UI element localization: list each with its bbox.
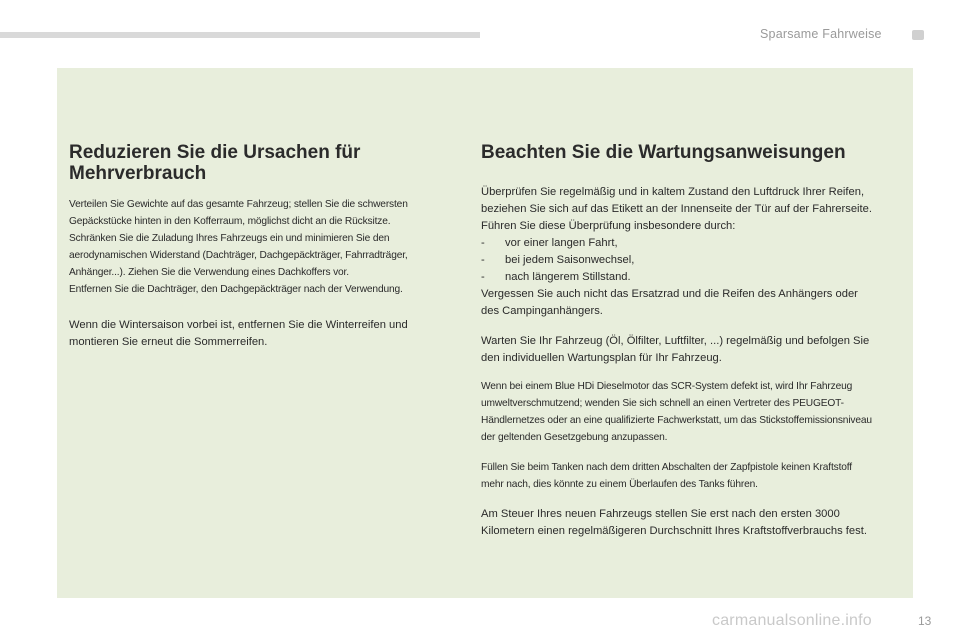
right-column bbox=[481, 142, 876, 540]
list-item-text: bei jedem Saisonwechsel, bbox=[505, 254, 635, 266]
header-rule bbox=[0, 32, 480, 38]
section-title: Sparsame Fahrweise bbox=[760, 27, 882, 41]
tyre-pressure-intro: Überprüfen Sie regelmäßig und in kaltem Zustand den Luftdruck Ihrer Reifen, beziehen Sie sich auf das Etikett an der Innenseite der Tür auf der Fahrerseite. bbox=[481, 186, 872, 215]
list-item bbox=[481, 269, 876, 286]
list-dash: - bbox=[481, 254, 485, 266]
right-heading: Beachten Sie die Wartungsanweisungen bbox=[481, 142, 846, 163]
left-column bbox=[69, 142, 459, 351]
list-dash: - bbox=[481, 271, 485, 283]
check-list bbox=[481, 235, 876, 286]
tyre-pressure-block bbox=[481, 184, 876, 320]
left-block bbox=[69, 196, 459, 298]
content-panel bbox=[57, 68, 913, 598]
spare-wheel-paragraph: Vergessen Sie auch nicht das Ersatzrad und die Reifen des Anhängers oder des Campinganhängers. bbox=[481, 288, 858, 317]
watermark: carmanualsonline.info bbox=[712, 612, 872, 629]
page-number: 13 bbox=[918, 614, 932, 628]
scr-paragraph: Wenn bei einem Blue HDi Dieselmotor das SCR-System defekt ist, wird Ihr Fahrzeug umweltverschmutzend; wenden Sie sich schnell an einen Vertreter des PEUGEOT-Händlernetzes oder an eine qualifizierte Fachwerkstatt, um das Stickstoffemissionsniveau der geltenden Gesetzgebung anzupassen. bbox=[481, 381, 872, 443]
maintenance-paragraph: Warten Sie Ihr Fahrzeug (Öl, Ölfilter, Luftfilter, ...) regelmäßig und befolgen Sie den individuellen Wartungsplan für Ihr Fahrzeug. bbox=[481, 335, 870, 364]
left-heading: Reduzieren Sie die Ursachen für Mehrverbrauch bbox=[69, 142, 361, 184]
check-list-intro: Führen Sie diese Überprüfung insbesondere durch: bbox=[481, 220, 736, 232]
left-paragraph: Schränken Sie die Zuladung Ihres Fahrzeugs ein und minimieren Sie den aerodynamischen Widerstand (Dachträger, Dachgepäckträger, Fahrradträger, Anhänger...). Ziehen Sie die Verwendung eines Dachkoffers vor. bbox=[69, 233, 408, 278]
list-item-text: nach längerem Stillstand. bbox=[505, 271, 631, 283]
new-car-paragraph: Am Steuer Ihres neuen Fahrzeugs stellen Sie erst nach den ersten 3000 Kilometern einen regelmäßigeren Durchschnitt Ihres Kraftstoffverbrauchs fest. bbox=[481, 508, 867, 537]
left-paragraph: Entfernen Sie die Dachträger, den Dachgepäckträger nach der Verwendung. bbox=[69, 284, 403, 295]
refuel-paragraph: Füllen Sie beim Tanken nach dem dritten Abschalten der Zapfpistole keinen Kraftstoff mehr nach, dies könnte zu einem Überlaufen des Tanks führen. bbox=[481, 462, 852, 490]
list-item bbox=[481, 252, 876, 269]
left-paragraph: Verteilen Sie Gewichte auf das gesamte Fahrzeug; stellen Sie die schwersten Gepäckstücke hinten in den Kofferraum, möglichst dicht an die Rücksitze. bbox=[69, 199, 408, 227]
list-item-text: vor einer langen Fahrt, bbox=[505, 237, 618, 249]
list-item bbox=[481, 235, 876, 252]
page-corner-icon bbox=[912, 30, 924, 40]
list-dash: - bbox=[481, 237, 485, 249]
winter-tyres-paragraph: Wenn die Wintersaison vorbei ist, entfernen Sie die Winterreifen und montieren Sie erneut die Sommerreifen. bbox=[69, 319, 408, 348]
